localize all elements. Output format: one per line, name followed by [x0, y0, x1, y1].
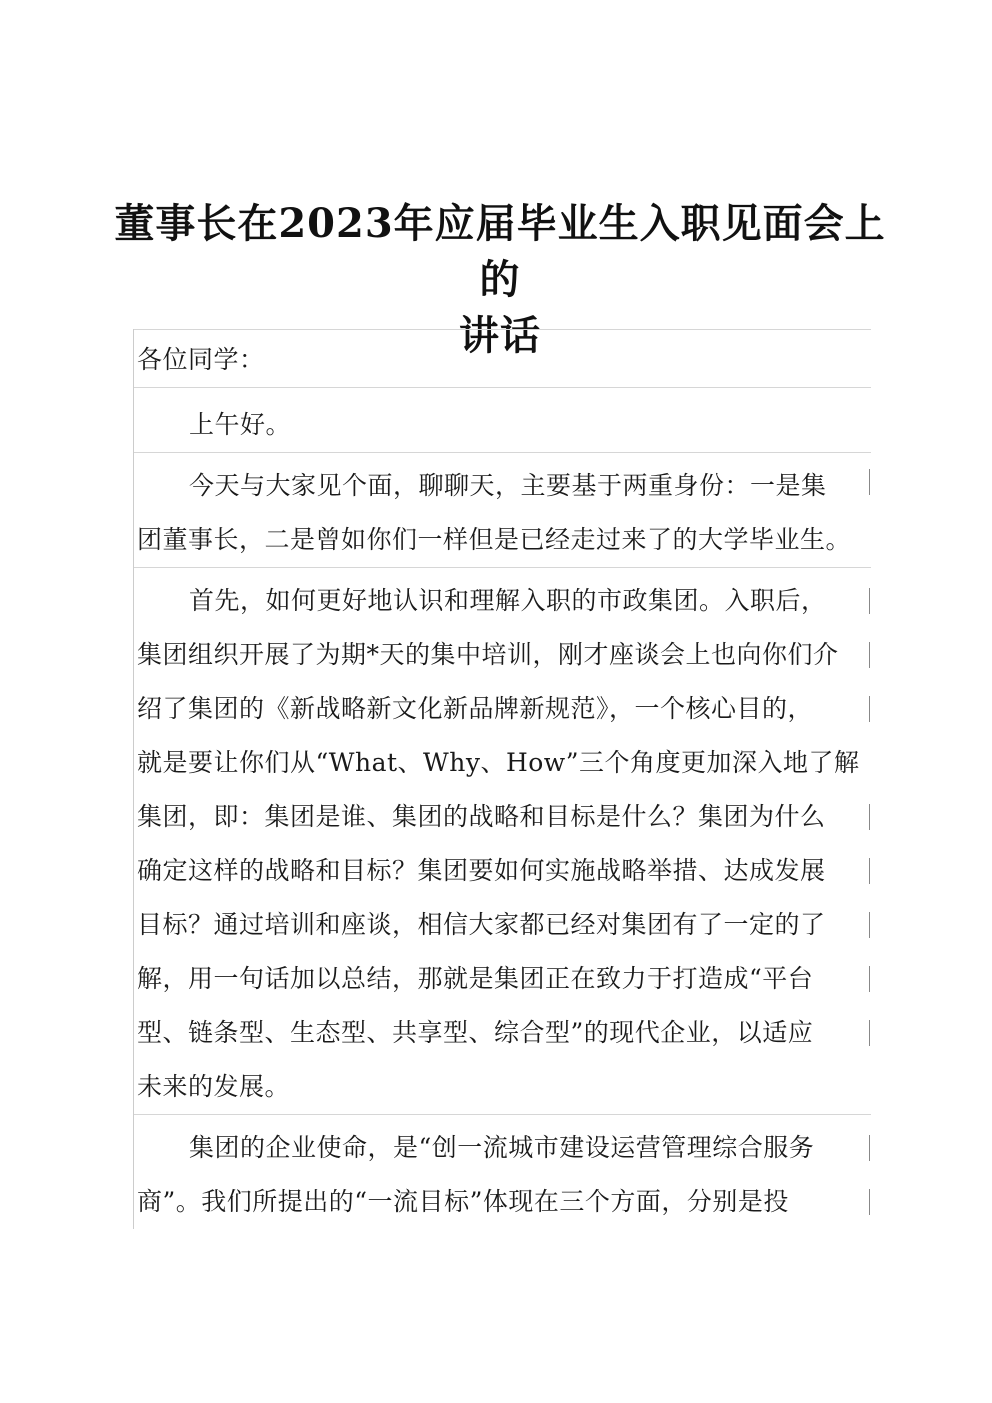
paragraph-2-line: 解，用一句话加以总结，那就是集团正在致力于打造成“平台	[137, 964, 814, 993]
line-end-mark	[869, 588, 870, 614]
line-end-mark	[869, 912, 870, 938]
paragraph-2-line: 集团，即：集团是谁、集团的战略和目标是什么？集团为什么	[137, 802, 826, 831]
paragraph-2-line: 首先，如何更好地认识和理解入职的市政集团。入职后，	[189, 586, 827, 615]
paragraph-2-line: 未来的发展。	[137, 1072, 291, 1101]
paragraph-1-line: 今天与大家见个面，聊聊天，主要基于两重身份：一是集	[189, 471, 827, 500]
line-end-mark	[869, 1135, 870, 1161]
paragraph-2-line: 确定这样的战略和目标？集团要如何实施战略举措、达成发展	[137, 856, 826, 885]
line-end-mark	[869, 804, 870, 830]
paragraph-2-line: 目标？通过培训和座谈，相信大家都已经对集团有了一定的了	[137, 910, 826, 939]
line-end-mark	[869, 642, 870, 668]
line-end-mark	[869, 1189, 870, 1215]
paragraph-1	[134, 452, 871, 567]
paragraph-2-line: 集团组织开展了为期*天的集中培训，刚才座谈会上也向你们介	[137, 640, 839, 669]
paragraph-3-line: 集团的企业使命，是“创一流城市建设运营管理综合服务	[189, 1133, 815, 1162]
paragraph-2-line: 型、链条型、生态型、共享型、综合型”的现代企业，以适应	[137, 1018, 814, 1047]
paragraph-2-line: 绍了集团的《新战略新文化新品牌新规范》，一个核心目的，	[137, 694, 814, 723]
line-end-mark	[869, 696, 870, 722]
salutation: 各位同学：	[137, 345, 265, 374]
line-end-mark	[869, 966, 870, 992]
paragraph-3-line: 商”。我们所提出的“一流目标”体现在三个方面，分别是投	[137, 1187, 789, 1216]
title-line-1: 董事长在2023年应届毕业生入职见面会上的	[114, 200, 886, 303]
salutation-paragraph	[134, 329, 871, 387]
paragraph-2-line: 就是要让你们从“What、Why、How”三个角度更加深入地了解	[137, 748, 860, 777]
paragraph-3	[134, 1114, 871, 1229]
paragraph-2	[134, 567, 871, 1114]
line-end-mark	[869, 469, 870, 495]
document-body	[133, 329, 871, 1229]
line-end-mark	[869, 858, 870, 884]
greeting: 上午好。	[189, 410, 292, 439]
title-line-2: 讲话	[459, 312, 541, 359]
paragraph-1-line: 团董事长，二是曾如你们一样但是已经走过来了的大学毕业生。	[137, 525, 852, 554]
line-end-mark	[869, 1020, 870, 1046]
greeting-paragraph	[134, 387, 871, 452]
